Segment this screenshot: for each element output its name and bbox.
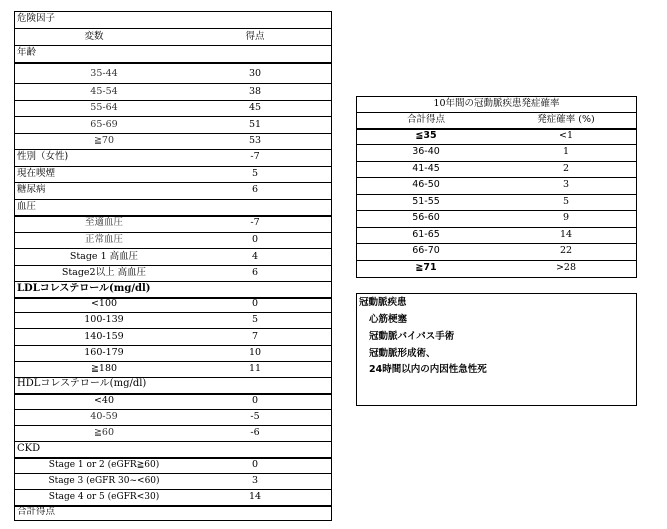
section-bp: 血圧 (17, 201, 37, 212)
ckd-score: 0 (251, 459, 259, 470)
prob-col-prob: 発症確率 (%) (537, 114, 595, 125)
definition-item: 心筋梗塞 (369, 314, 408, 325)
sex-label: 性別（女性) (17, 151, 69, 162)
prob-title: 10年間の冠動脈疾患発症確率 (433, 98, 560, 109)
ldl-label: 160-179 (84, 347, 124, 358)
ckd-label: Stage 4 or 5 (eGFR<30) (48, 492, 160, 502)
prob-value: 2 (562, 163, 570, 174)
age-score: 30 (248, 68, 262, 79)
prob-range: 66-70 (412, 245, 440, 256)
ckd-score: 14 (248, 491, 262, 502)
ldl-score: 5 (251, 314, 259, 325)
prob-range: 51-55 (412, 196, 440, 207)
section-ldl: LDLコレステロール(mg/dl) (17, 283, 151, 294)
prob-col-total: 合計得点 (406, 114, 445, 125)
ckd-score: 3 (251, 475, 259, 486)
section-ckd: CKD (17, 443, 41, 454)
prob-range: ≧71 (415, 262, 437, 273)
definition-item: 24時間以内の内因性急性死 (369, 364, 487, 375)
total-label: 合計得点 (17, 506, 56, 517)
prob-value: <1 (558, 130, 573, 141)
hdl-score: 0 (251, 395, 259, 406)
prob-range: 46-50 (412, 179, 440, 190)
prob-range: ≦35 (415, 130, 437, 141)
bp-score: 4 (251, 251, 259, 262)
hdl-label: <40 (93, 395, 115, 406)
prob-range: 41-45 (412, 163, 440, 174)
prob-range: 56-60 (412, 212, 440, 223)
bp-score: -7 (250, 217, 260, 228)
hdl-score: -5 (250, 411, 260, 422)
prob-value: >28 (555, 262, 577, 273)
ldl-score: 11 (248, 363, 262, 374)
section-age: 年齢 (17, 47, 37, 58)
ldl-label: 140-159 (84, 331, 124, 342)
prob-border-right (636, 227, 637, 278)
age-label: 45-54 (90, 86, 118, 97)
prob-value: 14 (559, 229, 573, 240)
ldl-label: 100-139 (84, 314, 124, 325)
hdl-label: ≧60 (93, 427, 115, 438)
smoking-label: 現在喫煙 (17, 168, 56, 179)
diabetes-label: 糖尿病 (17, 184, 46, 195)
ckd-label: Stage 3 (eGFR 30~<60) (48, 476, 160, 486)
ldl-score: 7 (251, 331, 259, 342)
definition-item: 冠動脈バイパス手術 (369, 331, 455, 342)
age-score: 51 (248, 119, 262, 130)
hdl-label: 40-59 (90, 411, 118, 422)
diabetes-score: 6 (251, 184, 259, 195)
table-title: 危険因子 (17, 13, 56, 24)
definition-title: 冠動脈疾患 (359, 297, 407, 308)
bp-label: Stage 1 高血圧 (69, 251, 139, 262)
age-score: 38 (248, 86, 262, 97)
bp-label: Stage2以上 高血圧 (61, 267, 147, 278)
ldl-score: 10 (248, 347, 262, 358)
ldl-label: <100 (90, 298, 118, 309)
age-label: ≧70 (93, 135, 115, 146)
prob-value: 22 (559, 245, 573, 256)
bp-score: 0 (251, 234, 259, 245)
prob-value: 9 (562, 212, 570, 223)
definition-item: 冠動脈形成術、 (369, 348, 436, 359)
section-hdl: HDLコレステロール(mg/dl) (17, 378, 147, 389)
bp-label: 至適血圧 (84, 217, 123, 228)
ckd-label: Stage 1 or 2 (eGFR≧60) (48, 460, 160, 470)
header-score: 得点 (245, 31, 265, 42)
bp-label: 正常血圧 (84, 234, 123, 245)
ldl-label: ≧180 (90, 363, 118, 374)
prob-value: 5 (562, 196, 570, 207)
age-label: 65-69 (90, 119, 118, 130)
age-score: 45 (248, 102, 262, 113)
prob-range: 61-65 (412, 229, 440, 240)
smoking-score: 5 (251, 168, 259, 179)
ldl-score: 0 (251, 298, 259, 309)
header-variable: 変数 (84, 31, 104, 42)
age-label: 55-64 (90, 102, 118, 113)
prob-range: 36-40 (412, 146, 440, 157)
age-score: 53 (248, 135, 262, 146)
sex-score: -7 (250, 151, 260, 162)
prob-value: 1 (562, 146, 570, 157)
prob-value: 3 (562, 179, 570, 190)
age-label: 35-44 (90, 68, 118, 79)
prob-row-line (356, 277, 637, 278)
bp-score: 6 (251, 267, 259, 278)
hdl-score: -6 (250, 427, 260, 438)
